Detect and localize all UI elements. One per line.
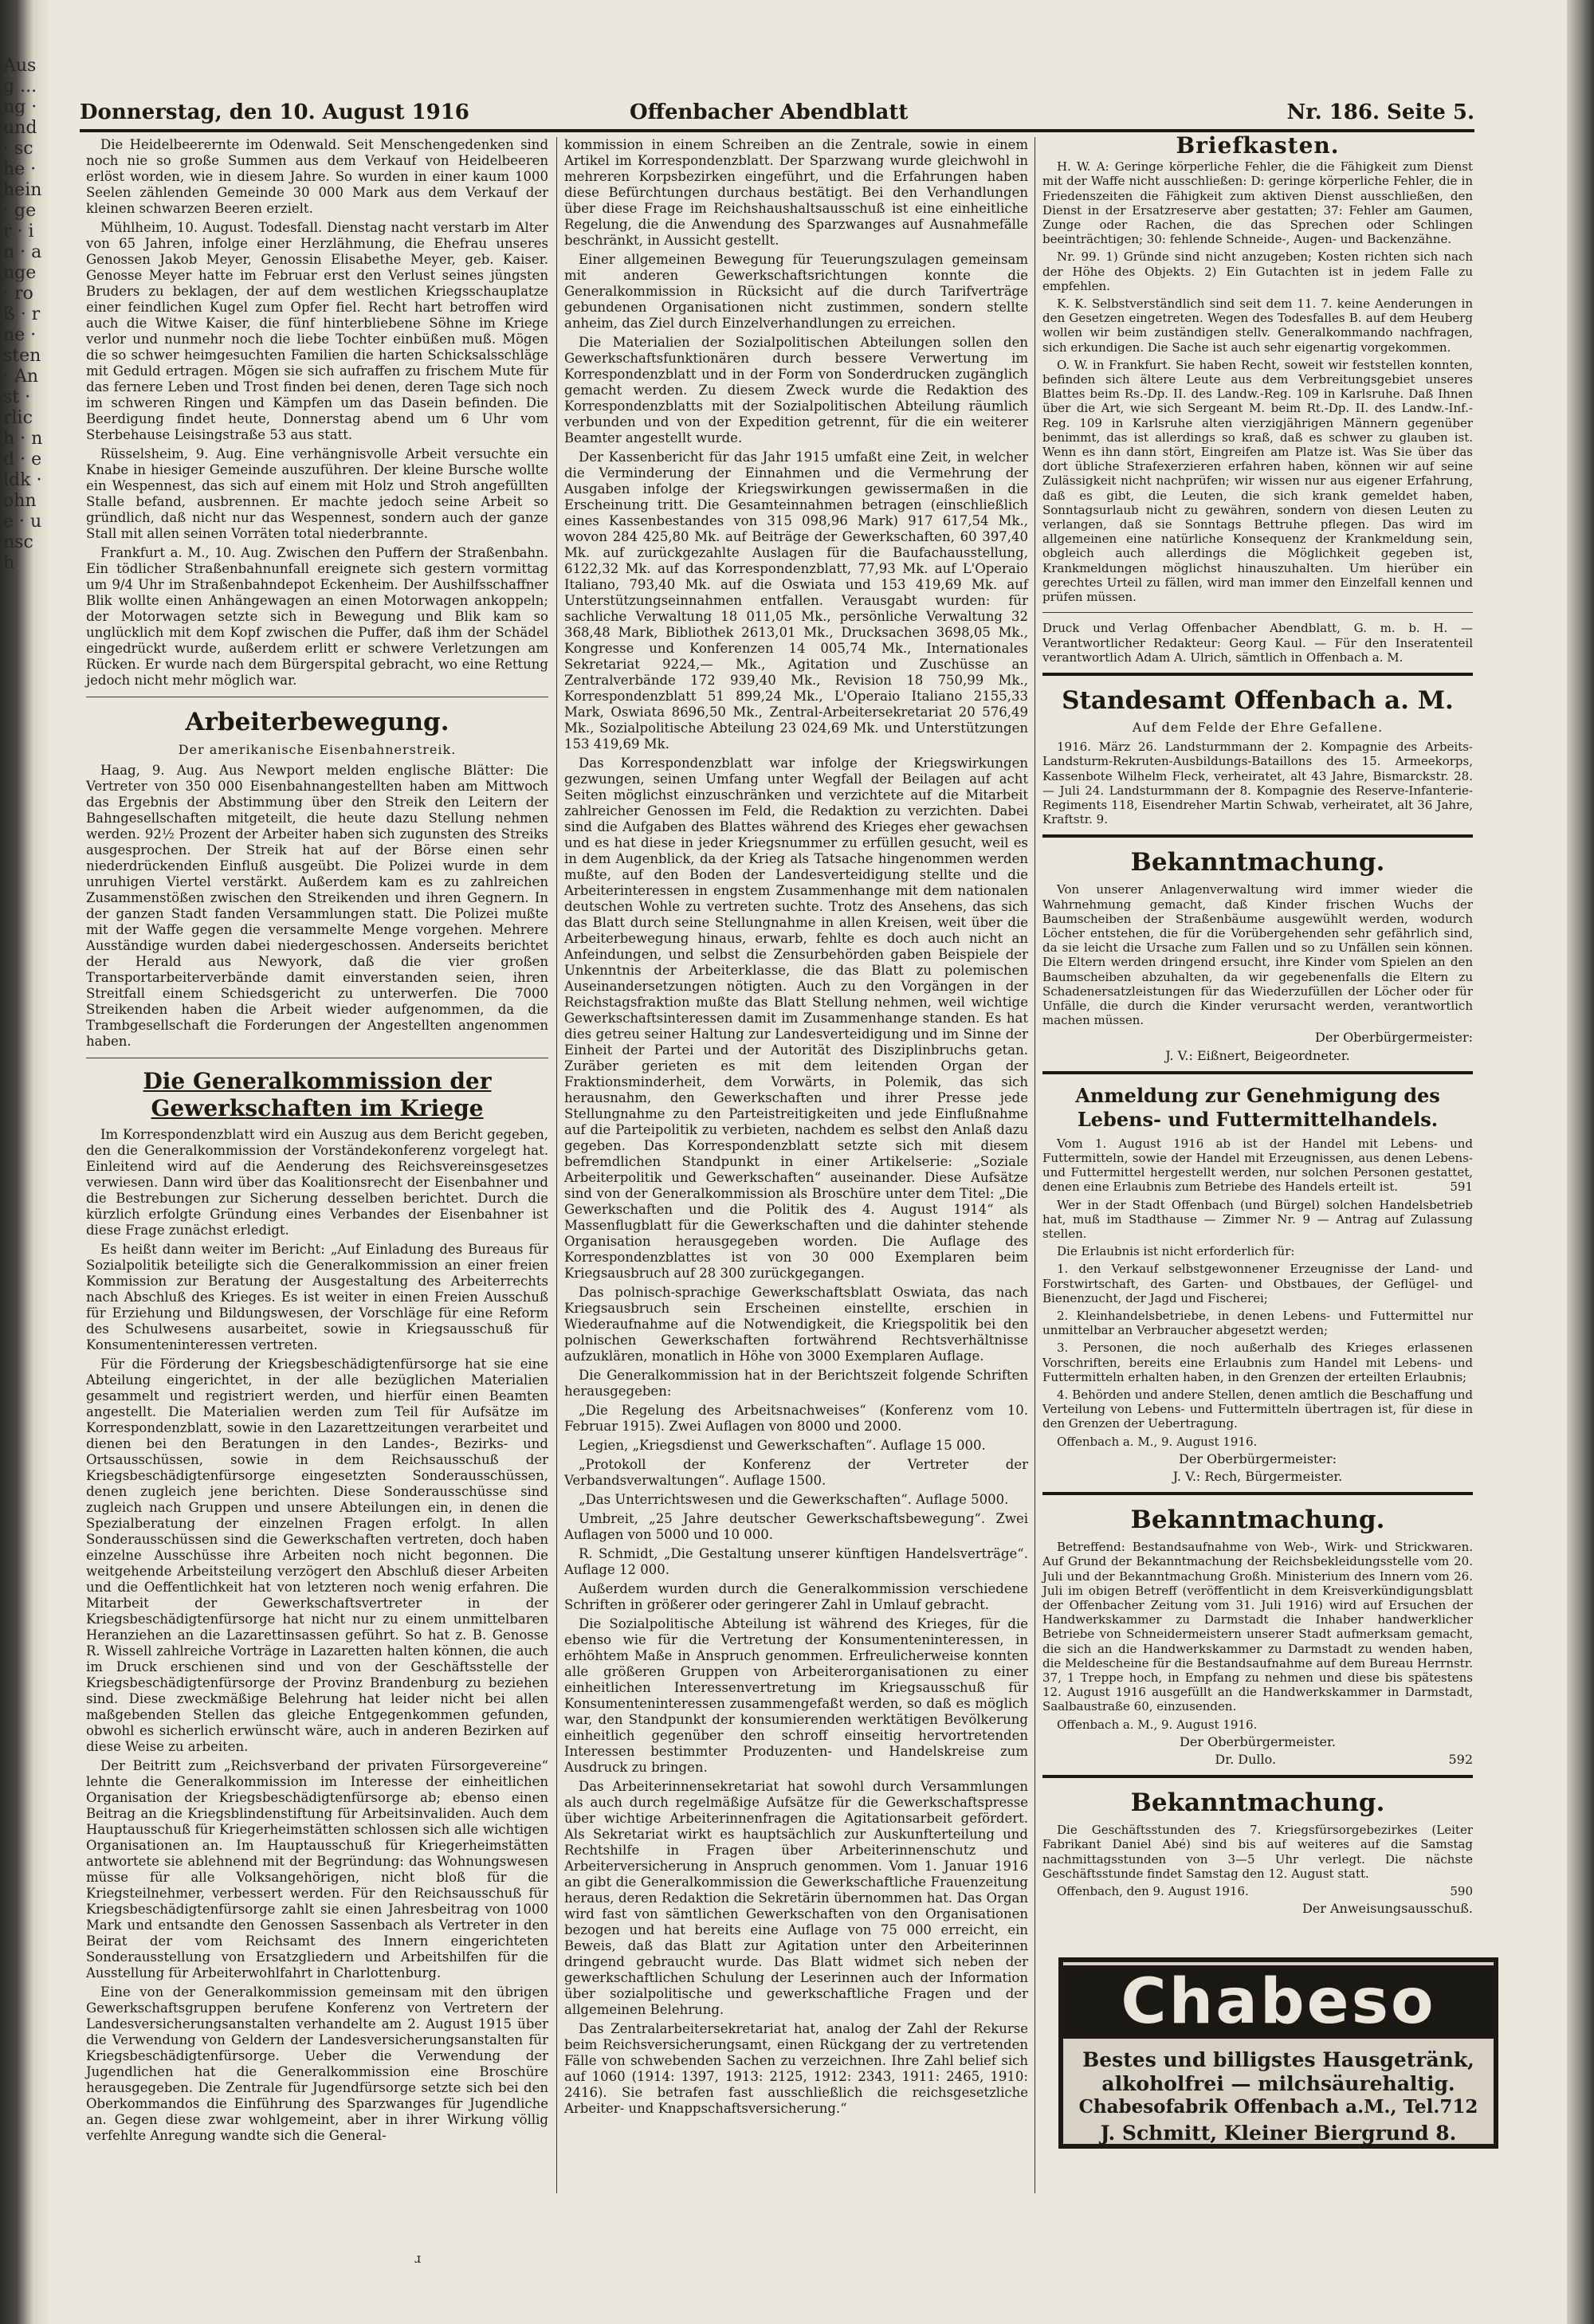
section-divider xyxy=(1042,1071,1473,1074)
bottom-mark: ɹ xyxy=(414,2251,422,2266)
standesamt-entry: 1916. März 26. Landsturmmann der 2. Kompagnie des Arbeits-Landsturm-Rekruten-Ausbildungs-Bataillons des 15. Armeekorps, Kassenbote Wilhelm Fleck, verheiratet, alt 43 Jahre, Bismarckstr. 28. — Juli 24. Landsturmmann der 8. Kompagnie des Reserve-Infanterie-Regiments 118, Eisendreher Martin Schwab, verheiratet, alt 36 Jahre, Kraftstr. 9. xyxy=(1042,740,1473,827)
ad-brand: Chabeso xyxy=(1063,1965,1494,2039)
masthead xyxy=(80,94,1474,132)
notice-number: 591 xyxy=(1450,1180,1473,1195)
article-paragraph: Außerdem wurden durch die Generalkommission verschiedene Schriften in größerer oder geringerer Zahl in Umlauf gebracht. xyxy=(564,1581,1028,1612)
article-paragraph: Das Arbeiterinnensekretariat hat sowohl durch Versammlungen als auch durch regelmäßige Aufsätze für die Gewerkschaftspresse über wichtige Arbeiterinnenfragen die Agitationsarbeit gefördert. Als Sekretariat wirkt es hauptsächlich zur Auskunfterteilung und Rechtshilfe in Fragen über Arbeiterinnenschutz und Arbeiterversicherung in Anspruch genommen. Vom 1. Januar 1916 an gibt die Generalkommission die Gewerkschaftliche Frauenzeitung heraus, deren Redaktion die Sekretärin übernommen hat. Das Organ wird fast von sämtlichen Gewerkschaften von den Organisationen bezogen und hat bereits eine Auflage von 75 000 erreicht, ein Beweis, daß das Blatt zur Agitation unter den Arbeiterinnen dringend gebraucht wurde. Das Blatt widmet sich neben der gewerkschaftlichen Schulung der Leserinnen auch der Information über sozialpolitische und gewerkschaftliche Fragen und der allgemeinen Belehrung. xyxy=(564,1779,1028,2017)
column-2 xyxy=(564,137,1028,2120)
article-paragraph: Die Generalkommission hat in der Berichtszeit folgende Schriften herausgegeben: xyxy=(564,1368,1028,1399)
article-paragraph-kassenbericht: Der Kassenbericht für das Jahr 1915 umfaßt eine Zeit, in welcher die Verminderung der Einnahmen und die Vermehrung der Ausgaben infolge der Kriegswirkungen gewissermaßen in die Erscheinung tritt. Die Gesamteinnahmen betragen (einschließlich eines Kassenbestandes von 315 098,96 Mark) 917 617,54 Mk., wovon 284 425,80 Mk. auf Beiträge der Gewerkschaften, 60 397,40 Mk. auf zurückgezahlte Auslagen für die Baufachausstellung, 6122,32 Mk. auf das Korrespondenzblatt, 77,93 Mk. auf L'Operaio Italiano, 793,40 Mk. auf die Oswiata und 153 419,69 Mk. auf Unterstützungseinnahmen entfallen. Verausgabt wurden: für sachliche Verwaltung 18 011,05 Mk., persönliche Verwaltung 32 368,48 Mark, Bibliothek 2613,01 Mk., Drucksachen 3698,05 Mk., Kongresse und Konferenzen 14 005,74 Mk., Internationales Sekretariat 9224,— Mk., Agitation und Zuschüsse an Zentralverbände 172 939,40 Mk., Revision 18 750,99 Mk., Korrespondenzblatt 51 899,24 Mk., L'Operaio Italiano 2155,33 Mark, Oswiata 8696,50 Mk., Zentral-Arbeitersekretariat 20 576,49 Mk., Sozialpolitische Abteilung 23 024,69 Mk. und Unterstützungen 153 419,69 Mk. xyxy=(564,449,1028,752)
section-divider xyxy=(1042,1775,1473,1778)
signature-name xyxy=(1042,1753,1473,1767)
date-line: Offenbach a. M., 9. August 1916. xyxy=(1057,1717,1258,1732)
column-1 xyxy=(86,137,548,2147)
notice-number: 592 xyxy=(1448,1752,1473,1768)
article-paragraph-korrespondenzblatt: Das Korrespondenzblatt war infolge der Kriegswirkungen gezwungen, seinen Umfang unter Wegfall der Beilagen auf acht Seiten möglichst einzuschränken und verzichtete auf die Mitarbeit zahlreicher Genossen im Feld, die Redaktion zu verzichten. Dabei sind die Aufgaben des Blattes während des Krieges eher gewachsen und es hat diese in jeder Kriegsnummer zu erfüllen gesucht, weil es in dem Augenblick, da der Krieg als Tatsache hingenommen werden mußte, auf den Boden der Landesverteidigung stellte und die Arbeiterinteressen in engstem Zusammenhange mit dem nationalen deutschen Wohle zu vertreten suchte. Trotz des Ansehens, das sich das Blatt durch seine Stellungnahme in allen Kreisen, weit über die Arbeiterbewegung hinaus, erwarb, fehlte es doch auch nicht an Anfeindungen, und selbst die Zensurbehörden gaben Beispiele der Unkenntnis der Arbeiterklasse, die das Blatt zu polemischen Auseinandersetzungen nötigten. Auch zu den Vorgängen in der Reichstagsfraktion mußte das Blatt Stellung nehmen, weil wichtige Gewerkschaftsinteressen damit im Zusammenhange standen. Es hat dies getreu seiner Haltung zur Landesverteidigung und im Sinne der Einheit der Partei und der Autorität des Disziplinbruchs getan. Zuräber gerieten es mit dem leitenden Organ der Fraktionsminderheit, dem Vorwärts, in Polemik, das sich herausnahm, den Gewerkschaften und ihrer Presse jede Stellungnahme zu den Parteistreitigkeiten und jede Einflußnahme auf die Parteipolitik zu verbieten, nachdem es selbst den Anlaß dazu gegeben. Das Korrespondenzblatt setzte sich mit diesem befremdlichen Standpunkt in einer Artikelserie: „Soziale Arbeiterpolitik und Gewerkschaften“ auseinander. Diese Aufsätze sind von der Generalkommission als Broschüre unter dem Titel: „Die Gewerkschaften und die Politik des 4. August 1914“ als Massenflugblatt für die Gewerkschaften und die dahinter stehende Organisation herausgegeben worden. Die Auflage des Korrespondenzblattes ist von 30 000 Exemplaren beim Kriegsausbruch auf 28 300 zurückgegangen. xyxy=(564,756,1028,1281)
article-paragraph: Das Zentralarbeitersekretariat hat, analog der Zahl der Rekurse beim Reichsversicherungsamt, einen Rückgang der zu vertretenden Fälle von schwebenden Sachen zu verzeichnen. Ihre Zahl belief sich auf 1060 (1914: 1397, 1913: 2125, 1912: 2343, 1911: 2465, 1910: 2416). Sie betrafen fast ausschließlich die reichsgesetzliche Arbeiter- und Knappschaftsversicherung.“ xyxy=(564,2021,1028,2116)
ad-address-line: Chabesofabrik Offenbach a.M., Tel.712 xyxy=(1078,2096,1478,2118)
signature-title: Der Anweisungsausschuß. xyxy=(1302,1901,1473,1917)
date-line-text: Offenbach, den 9. August 1916. xyxy=(1057,1884,1249,1899)
article-paragraph: Im Korrespondenzblatt wird ein Auszug aus dem Bericht gegeben, den die Generalkommission der Vorständekonferenz vorgelegt hat. Einleitend wird auf die Aenderung des Reichsvereinsgesetzes verwiesen. Dann wird über das Koalitionsrecht der Eisenbahner und die Bestrebungen zur Sicherung desselben berichtet. Durch die kürzlich erfolgte Gründung eines Verbandes der Eisenbahner ist diese Frage zunächst erledigt. xyxy=(86,1127,548,1238)
standesamt-subheading: Auf dem Felde der Ehre Gefallene. xyxy=(1132,719,1384,735)
article-paragraph: Für die Förderung der Kriegsbeschädigtenfürsorge hat sie eine Abteilung eingerichtet, in der alle bezüglichen Materialien gesammelt und registriert werden, und hierfür einen Beamten angestellt. Die Materialien werden zum Teil für Aufsätze im Korrespondenzblatt, sowie in den Lazarettzeitungen verarbeitet und dienen bei den Beratungen in den Landes-, Bezirks- und Ortsausschüssen, sowie in dem Reichsausschuß der Kriegsbeschädigtenfürsorge eingesetzten Sonderausschüssen, denen zugleich jene berichten. Diese Sonderausschüsse sind zugleich nach Gruppen und unsere Abteilungen ein, in denen die Spezialberatung der einzelnen Fragen erfolgt. In allen Sonderausschüssen sind die Gewerkschaften vertreten, doch haben einzelne Ausschüsse ihre Arbeiten noch nicht begonnen. Die weitgehende Arbeitsteilung verzögert den Abschluß dieser Arbeiten und die Oeffentlichkeit hat von letzteren noch wenig erfahren. Die Mitarbeit der Gewerkschaftsvertreter in der Kriegsbeschädigtenfürsorge hat nicht nur zu einem unmittelbaren Heranziehen an die Lazarettinsassen geführt. So hat z. B. Genosse R. Wissell zahlreiche Vorträge in Lazaretten halten können, die auch im Druck erschienen sind und von der Geschäftsstelle der Kriegsbeschädigtenfürsorge der Provinz Brandenburg zu beziehen sind. Diese zweckmäßige Belehrung hat leider nicht bei allen maßgebenden Stellen das gleiche Entgegenkommen gefunden, obwohl es sicherlich erwünscht wäre, auch in anderen Bezirken auf diese Weise zu arbeiten. xyxy=(86,1356,548,1754)
briefkasten-entry: Nr. 99. 1) Gründe sind nicht anzugeben; Kosten richten sich nach der Höhe des Objekts. 2) Ein Gutachten ist in jedem Falle zu empfehlen. xyxy=(1042,249,1473,293)
article-ruesselsheim: Rüsselsheim, 9. Aug. Eine verhängnisvolle Arbeit versuchte ein Knabe in hiesiger Gemeinde auszuführen. Der kleine Bursche wollte ein Wespennest, das sich auf einem mit Holz und Stroh angefüllten Stalle befand, ausbrennen. Er machte jedoch seine Arbeit so gründlich, daß nicht nur das Wespennest, sondern auch der ganze Stall mit allen seinen Vorräten total niederbrannte. xyxy=(86,446,548,541)
publication-list-item: „Das Unterrichtswesen und die Gewerkschaften“. Auflage 5000. xyxy=(579,1492,1009,1507)
bekanntmachung-text: Die Geschäftsstunden des 7. Kriegsfürsorgebezirkes (Leiter Fabrikant Daniel Abé) sind bis auf weiteres auf die Samstag nachmittagsstunden von 3—5 Uhr verlegt. Die nächste Geschäftsstunde findet Samstag den 12. August statt. xyxy=(1042,1823,1473,1881)
signature-title: Der Oberbürgermeister. xyxy=(1180,1733,1336,1749)
article-frankfurt-strassenbahn: Frankfurt a. M., 10. Aug. Zwischen den Puffern der Straßenbahn. Ein tödlicher Straßenbahnunfall ereignete sich gestern vormittag um 9/4 Uhr im Straßenbahndepot Eckenheim. Der Aushilfsschaffner Blik wollte einen Anhängewagen an einen Motorwagen ankoppeln; der Motorwagen setzte sich in Bewegung und Blik kam so unglücklich mit dem Kopf zwischen die Puffer, daß ihm der Schädel eingedrückt wurde, außerdem erlitt er schwere Verletzungen am Rücken. Er wurde nach dem Bürgerspital gebracht, wo eine Rettung jedoch nicht mehr möglich war. xyxy=(86,545,548,688)
column-divider xyxy=(556,137,557,2193)
section-divider xyxy=(1042,673,1473,676)
subheading-eisenbahnerstreik: Der amerikanische Eisenbahnerstreik. xyxy=(178,742,457,757)
article-paragraph: Einer allgemeinen Bewegung für Teuerungszulagen gemeinsam mit anderen Gewerkschaftsrichtungen konnte die Generalkommission in Rücksicht auf die durch Tarifverträge gebundenen Organisationen nicht zustimmen, sondern stellte anheim, das Ziel durch Einzelverhandlungen zu erreichen. xyxy=(564,252,1028,331)
anmeldung-list-item: 2. Kleinhandelsbetriebe, in denen Lebens- und Futtermittel nur unmittelbar an Verbraucher abgesetzt werden; xyxy=(1042,1309,1473,1338)
signature-name-text: Dr. Dullo. xyxy=(1215,1752,1277,1768)
article-paragraph: kommission in einem Schreiben an die Zentrale, sowie in einem Artikel im Korrespondenzblatt. Der Sparzwang wurde gleichwohl in mehreren Korpsbezirken eingeführt, und die Erfahrungen haben diese Befürchtungen durchaus bestätigt. Bei den Verhandlungen über diese Frage im Reichshaushaltsausschuß ist eine einheitliche Regelung, die die Anwendung des Sparzwanges auf Ausnahmefälle beschränkt, in Aussicht gestellt. xyxy=(564,137,1028,248)
article-paragraph: Der Beitritt zum „Reichsverband der privaten Fürsorgevereine“ lehnte die Generalkommission im Interesse der einheitlichen Organisation der Kriegsbeschädigtenfürsorge ab; ebenso einen Beitrag an die Kriegsblindenstiftung für Arbeitsinvaliden. Auch dem Hauptausschuß für Kriegerheimstätten schlossen sich alle wichtigen Organisationen an. Im Hauptausschuß für Kriegerheimstätten antwortete sie ablehnend mit der Begründung: das Wohnungswesen müsse für alle Volksangehörigen, nicht bloß für die Kriegsteilnehmer, verbessert werden. Für den Reichsausschuß für Kriegsbeschädigtenfürsorge zahlt sie einen Jahresbeitrag von 1000 Mark und entsandte den Genossen Sassenbach als Vertreter in den Beirat der vom Reichsamt des Innern eingerichteten Sonderausstellung von Ersatzgliedern und Arbeitshilfen für die Ausstellung für Arbeiterwohlfahrt in Charlottenburg. xyxy=(86,1758,548,1981)
anmeldung-list-item: 4. Behörden und andere Stellen, denen amtlich die Beschaffung und Verteilung von Lebens- und Futtermitteln übertragen ist, für diese in den Grenzen der Uebertragung. xyxy=(1042,1388,1473,1431)
scan-right-edge xyxy=(1567,0,1594,2324)
masthead-page-number: Nr. 186. Seite 5. xyxy=(1286,100,1474,124)
briefkasten-heading: Briefkasten. xyxy=(1176,132,1340,159)
section-divider xyxy=(1042,1492,1473,1495)
publication-list-item: R. Schmidt, „Die Gestaltung unserer künftigen Handelsverträge“. Auflage 12 000. xyxy=(564,1546,1028,1577)
article-paragraph: Die Sozialpolitische Abteilung ist während des Krieges, für die ebenso wie für die Vertretung der Konsumenteninteressen, in erhöhtem Maße in Anspruch genommen. Erfreulicherweise konnten alle größeren Gruppen von Arbeiterorganisationen zu einer einheitlichen Interessenvertretung im Kriegsausschuß für Konsumenteninteressen zusammengefaßt werden, so daß es möglich war, den Standpunkt der konsumierenden werktätigen Bevölkerung einheitlich gegenüber den schroff einseitig hervortretenden Interessen bestimmter Produzenten- und Handelskreise zum Ausdruck zu bringen. xyxy=(564,1616,1028,1775)
ad-slogan-line: Bestes und billigstes Hausgetränk, xyxy=(1082,2048,1474,2071)
date-line: Offenbach a. M., 9. August 1916. xyxy=(1057,1434,1258,1449)
anmeldung-text-body: Vom 1. August 1916 ab ist der Handel mit Lebens- und Futtermitteln, sowie der Handel mit Erzeugnissen, aus denen Lebens- und Futtermittel hergestellt werden, nur solchen Personen gestattet, denen eine Erlaubnis zum Betriebe des Handels erteilt ist. xyxy=(1042,1136,1473,1195)
ad-slogan-line: alkoholfrei — milchsäurehaltig. xyxy=(1101,2072,1455,2095)
signature-name: J. V.: Rech, Bürgermeister. xyxy=(1172,1469,1343,1485)
bekanntmachung-text: Von unserer Anlagenverwaltung wird immer wieder die Wahrnehmung gemacht, daß Kinder frischen Wuchs der Baumscheiben der Straßenbäume ausgewühlt werden, wodurch Löcher entstehen, die für die Vorübergehenden sehr gefährlich sind, da sie leicht die Ursache zum Fallen und so zu Unfällen sein können. Die Eltern werden dringend ersucht, ihre Kinder vom Spielen an den Baumscheiben abzuhalten, da wir gegebenenfalls die Eltern zu Schadenersatzleistungen für das Wiederzufüllen der Löcher oder für Unfälle, die durch die Kinder verursacht werden, verantwortlich machen müssen. xyxy=(1042,882,1473,1028)
signature-title: Der Oberbürgermeister: xyxy=(1179,1451,1337,1466)
article-muehlheim-todesfall: Mühlheim, 10. August. Todesfall. Dienstag nacht verstarb im Alter von 65 Jahren, infolge einer Herzlähmung, die Ehefrau unseres Genossen Jakob Meyer, Genossin Elisabethe Meyer, geb. Kaiser. Genosse Meyer hatte im Februar erst den Verlust seines jüngsten Bruders zu beklagen, der auf dem westlichen Kriegsschauplatze einer feindlichen Kugel zum Opfer fiel. Recht hart betroffen wird auch die Witwe Kaiser, die fünf hinterbliebene Söhne im Kriege verlor und nunmehr noch die liebe Tochter einbüßen muß. Mögen die so schwer heimgesuchten Familien die harten Schicksalsschläge mit Geduld ertragen. Mögen sie sich aufraffen zu frischem Mute für das fernere Leben und Trost finden bei denen, deren Tage sich noch im schweren Ringen und Kämpfen um das Dasein befinden. Die Beerdigung findet heute, Donnerstag abend um 6 Uhr vom Sterbehause Leisingstraße 53 aus statt. xyxy=(86,220,548,442)
section-divider xyxy=(1042,834,1473,838)
chabeso-advertisement xyxy=(1058,1957,1498,2149)
notice-number: 590 xyxy=(1450,1884,1473,1899)
masthead-date: Donnerstag, den 10. August 1916 xyxy=(80,100,469,124)
anmeldung-list-item: 3. Personen, die noch außerhalb des Krieges erlassenen Vorschriften, bereits eine Erlaubnis zum Handel mit Lebens- und Futtermitteln erhalten haben, in den Grenzen der erteilten Erlaubnis; xyxy=(1042,1341,1473,1384)
signature-title: Der Oberbürgermeister: xyxy=(1315,1030,1473,1046)
anmeldung-text xyxy=(1042,1136,1473,1195)
edge-text-fragments: Ausg ... ng · und · sche · hein · ger · in · ange · roß · rne · sten · Anst · rlich · nd · eldk · ohne · unsch xyxy=(3,56,43,573)
briefkasten-entry: O. W. in Frankfurt. Sie haben Recht, soweit wir feststellen konnten, befinden sich ältere Leute aus dem Verbreitungsgebiet unseres Blattes beim Rs.-Dp. II. des Landw.-Reg. 109 in Karlsruhe. Daß Ihnen über die Art, wie sich Sergeant M. beim Rt.-Dp. II. des Landw.-Inf.-Reg. 109 in Karlsruhe alten vierzigjährigen Männern gegenüber benimmt, das ist allerdings so kraß, daß es schwer zu glauben ist. Wenn es ihn dann stört, Eingreifen am Platze ist. Was Sie über das dort übliche Strafexerzieren erfahren haben, können wir auf seine Zulässigkeit nicht nachprüfen; wir wissen nur aus eigener Erfahrung, daß es gibt, die Leuten, die sich krank gemeldet haben, Sonntagsurlaub nicht zu gewähren, sondern von diesen Leuten zu verlangen, daß sie Sonntags Bettruhe pflegen. Das wird im allgemeinen eine natürliche Konsequenz der Krankmeldung sein, obgleich auch allerdings die Möglichkeit gegeben ist, Krankmeldungen möglichst hinauszuhalten. Um hierüber ein gerechtes Urteil zu fällen, wird man immer den Einzelfall kennen und prüfen müssen. xyxy=(1042,357,1473,605)
bekanntmachung-text: Betreffend: Bestandsaufnahme von Web-, Wirk- und Strickwaren. Auf Grund der Bekanntmachung der Reichsbekleidungsstelle vom 20. Juli und der Bekanntmachung Großh. Ministerium des Innern vom 26. Juli im obigen Betreff (veröffentlicht in dem Kreisverkündigungsblatt der Offenbacher Zeitung vom 31. Juli 1916) wird auf Ersuchen der Handwerkskammer zu Darmstadt die Inhaber handwerklicher Betriebe von Schneidermeistern unserer Stadt aufmerksam gemacht, die sich an die Handwerkskammer zu Darmstadt zu wenden haben, die Meldescheine für die Bestandsaufnahme auf dem Bureau Herrnstr. 37, 1 Treppe hoch, in Empfang zu nehmen und diese bis spätestens 12. August 1916 ausgefüllt an die Handwerkskammer in Darmstadt, Saalbaustraße 60, einzusenden. xyxy=(1042,1540,1473,1714)
publication-list-item: Legien, „Kriegsdienst und Gewerkschaften“. Auflage 15 000. xyxy=(579,1438,986,1453)
section-divider xyxy=(1042,612,1473,613)
signature-name: J. V.: Eißnert, Beigeordneter. xyxy=(1165,1047,1350,1063)
standesamt-heading: Standesamt Offenbach a. M. xyxy=(1062,685,1454,715)
anmeldung-list-item: 1. den Verkauf selbstgewonnener Erzeugnisse der Land- und Forstwirtschaft, des Garten- und Obstbaues, der Geflügel- und Bienenzucht, der Jagd und Fischerei; xyxy=(1042,1262,1473,1305)
article-paragraph: Das polnisch-sprachige Gewerkschaftsblatt Oswiata, das nach Kriegsausbruch sein Erscheinen einstellte, erschien in Wiederaufnahme auf die Notwendigkeit, die Kriegspolitik bei den polnischen Gewerkschaften fortwährend Rechtsverhältnisse aufzuklären, monatlich in Höhe von 3000 Exemplaren Auflage. xyxy=(564,1285,1028,1364)
imprint: Druck und Verlag Offenbacher Abendblatt, G. m. b. H. — Verantwortlicher Redakteur: Georg Kaul. — Für den Inseratenteil verantwortlich Adam A. Ulrich, sämtlich in Offenbach a. M. xyxy=(1042,621,1473,665)
section-heading-arbeiterbewegung: Arbeiterbewegung. xyxy=(185,708,450,736)
anmeldung-text: Die Erlaubnis ist nicht erforderlich für: xyxy=(1057,1244,1295,1259)
briefkasten-entry: H. W. A: Geringe körperliche Fehler, die die Fähigkeit zum Dienst mit der Waffe nicht ausschließen: D: geringe körperliche Fehler, die in Friedenszeiten die Fähigkeit zum aktiven Dienst ausschließen, den Dienst in der Ersatzreserve aber gestatten; 37: Fehler am Gaumen, Zunge oder Rachen, die das Sprechen oder Schlingen beeinträchtigen; 30: fehlende Schneide-, Augen- und Backenzähne. xyxy=(1042,159,1473,247)
anmeldung-text: Wer in der Stadt Offenbach (und Bürgel) solchen Handelsbetrieb hat, muß im Stadthause — Zimmer Nr. 9 — Antrag auf Zulassung stellen. xyxy=(1042,1197,1473,1241)
briefkasten-entry: K. K. Selbstverständlich sind seit dem 11. 7. keine Aenderungen in den Gesetzen eingetreten. Wegen des Todesfalles B. auf dem Heuberg wollen wir beim zuständigen stellv. Generalkommando nachfragen, sich erkundigen. Die Sache ist auch sehr eigenartig vorgekommen. xyxy=(1042,296,1473,355)
masthead-title: Offenbacher Abendblatt xyxy=(630,100,909,124)
bekanntmachung-heading: Bekanntmachung. xyxy=(1130,1505,1385,1535)
column-3 xyxy=(1042,132,1473,1920)
article-heading-generalkommission: Die Generalkommission der Gewerkschaften im Kriege xyxy=(143,1068,492,1121)
article-paragraph: Eine von der Generalkommission gemeinsam mit den übrigen Gewerkschaftsgruppen berufene Konferenz von Vertretern der Landesversicherungsanstalten verhandelte am 2. August 1915 über die Verwendung von Geldern der Landesversicherungsanstalten für Kriegsbeschädigtenfürsorge. Ueber die Verwendung der Jugendlichen hat die Generalkommission eine Broschüre herausgegeben. Die Zentrale für Jugendfürsorge setzte sich bei den Oberkommandos die Einführung des Sparzwanges für Jugendliche an. Gegen diese zwar wohlgemeint, aber in ihrer Wirkung völlig verfehlte Anregung wandte sich die General- xyxy=(86,1984,548,2143)
bekanntmachung-heading: Bekanntmachung. xyxy=(1130,848,1385,877)
publication-list-item: „Die Regelung des Arbeitsnachweises“ (Konferenz vom 10. Februar 1915). Zwei Auflagen von 8000 und 2000. xyxy=(564,1403,1028,1434)
article-eisenbahnerstreik: Haag, 9. Aug. Aus Newport melden englische Blätter: Die Vertreter von 350 000 Eisenbahnangestellten haben am Mittwoch das Ergebnis der Abstimmung über den Streik den Leitern der Bahngesellschaften mitgeteilt, die heute dazu Stellung nehmen werden. 92½ Prozent der Arbeiter haben sich zugunsten des Streiks ausgesprochen. Der Streik hat auf der Börse einen sehr niederdrückenden Einfluß ausgeübt. Die Polizei wurde in dem unruhigen Viertel verstärkt. Außerdem kam es zu zahlreichen Zusammenstößen zwischen den Streikenden und ihren Gegnern. In der ganzen Stadt fanden Versammlungen statt. Die Polizei mußte mit der Waffe gegen die versammelte Menge vorgehen. Mehrere Ausständige wurden dabei niedergeschossen. Anderseits berichtet der Herald aus Newyork, daß die vier großen Transportarbeiterverbände damit einverstanden seien, ihren Streitfall einem Schiedsgericht zu unterwerfen. Die 7000 Streikenden haben die Arbeit wieder aufgenommen, da die Trambgesellschaft die Forderungen der Angestellten angenommen haben. xyxy=(86,763,548,1049)
article-heidelbeerernte: Die Heidelbeerernte im Odenwald. Seit Menschengedenken sind noch nie so große Summen aus dem Verkauf von Heidelbeeren erlöst worden, wie in diesem Jahre. So wurden in einer kaum 1000 Seelen zählenden Gemeinde 30 000 Mark aus dem Verkauf der kleinen schwarzen Beeren erzielt. xyxy=(86,137,548,216)
anmeldung-heading: Anmeldung zur Genehmigung des Lebens- und Futtermittelhandels. xyxy=(1075,1083,1440,1131)
ad-address-line: J. Schmitt, Kleiner Biergrund 8. xyxy=(1100,2122,1457,2145)
article-paragraph: Die Materialien der Sozialpolitischen Abteilungen sollen den Gewerkschaftsfunktionären durch bessere Verwertung im Korrespondenzblatt und in der Form von Sonderdrucken zugänglich gemacht werden. Zu diesem Zweck wurde die Redaktion des Korrespondenzblatts mit der Sozialpolitischen Abteilung räumlich verbunden und von der Expedition getrennt, für die ein weiterer Beamter angestellt wurde. xyxy=(564,335,1028,446)
article-paragraph: Es heißt dann weiter im Bericht: „Auf Einladung des Bureaus für Sozialpolitik beteiligte sich die Generalkommission an einer freien Kommission zur Beratung der Ausgestaltung des Arbeiterrechts nach Abschluß des Krieges. Es ist weiter in einen Freien Ausschuß für Erziehung und Bildungswesen, der Vorschläge für eine Reform des Schulwesens ausarbeitet, sowie in Kriegsausschuß für Konsumenteninteressen vertreten. xyxy=(86,1242,548,1352)
publication-list-item: „Protokoll der Konferenz der Vertreter der Verbandsverwaltungen“. Auflage 1500. xyxy=(564,1457,1028,1488)
scan-binding-edge xyxy=(0,0,48,2324)
date-line xyxy=(1042,1884,1473,1898)
bekanntmachung-heading: Bekanntmachung. xyxy=(1130,1788,1385,1818)
publication-list-item: Umbreit, „25 Jahre deutscher Gewerkschaftsbewegung“. Zwei Auflagen von 5000 und 10 000. xyxy=(564,1511,1028,1542)
